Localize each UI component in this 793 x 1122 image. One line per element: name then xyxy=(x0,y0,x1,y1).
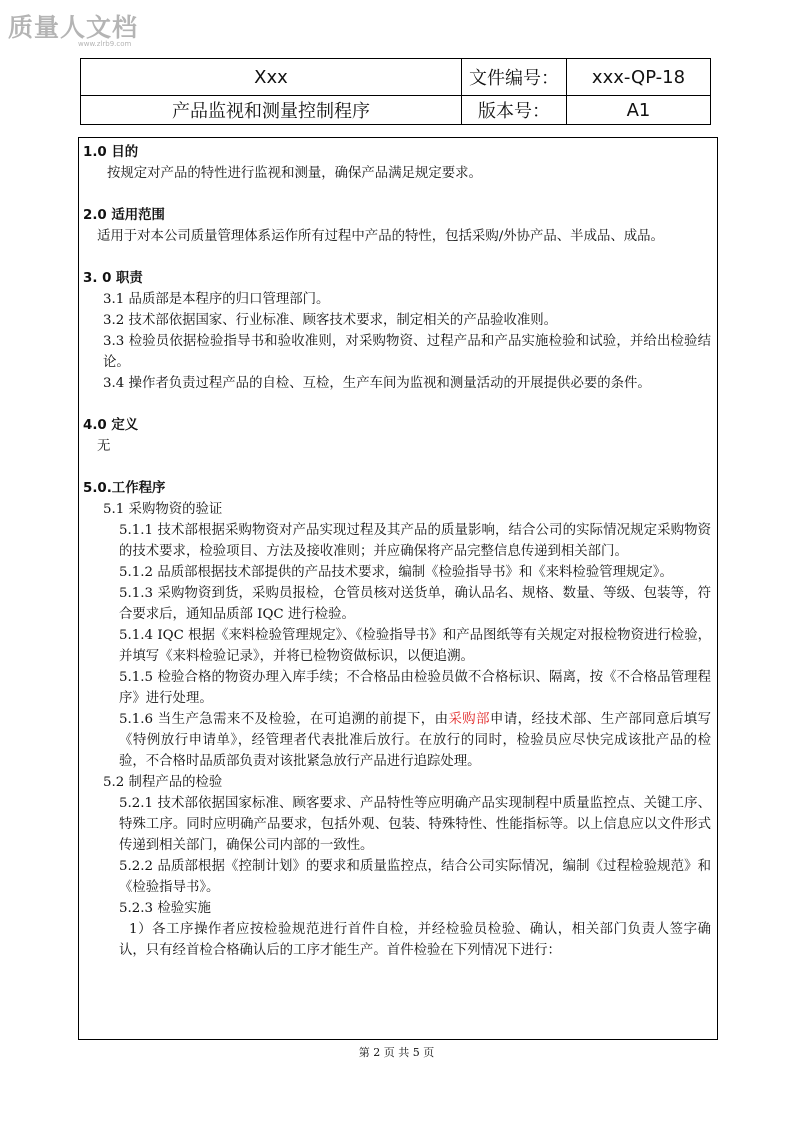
doc-no-label: 文件编号： xyxy=(462,59,567,96)
watermark-logo xyxy=(6,10,156,52)
page-number: 第 2 页 共 5 页 xyxy=(358,1046,435,1059)
para-5-1-4: 5.1.4 IQC 根据《来料检验管理规定》、《检验指导书》和产品图纸等有关规定对报检物资进行检验，并填写《来料检验记录》，并将已检物资做标识，以便追溯。 xyxy=(119,628,711,664)
document-header-table xyxy=(80,58,711,125)
para-5-2-3-title: 5.2.3 检验实施 xyxy=(119,901,211,916)
document-body xyxy=(78,137,718,1040)
version-label: 版本号： xyxy=(462,96,567,125)
section-3-item: 3.4 操作者负责过程产品的自检、互检，生产车间为监视和测量活动的开展提供必要的条件。 xyxy=(103,376,651,391)
section-3-item: 3.1 品质部是本程序的归口管理部门。 xyxy=(103,292,330,307)
section-4-body: 无 xyxy=(97,439,111,454)
doc-no-value: xxx-QP-18 xyxy=(567,59,711,96)
section-3-item: 3.2 技术部依据国家、行业标准、顾客技术要求，制定相关的产品验收准则。 xyxy=(103,313,558,328)
logo-url: www.zlrb9.com xyxy=(78,40,132,48)
para-5-1-6-text-b: 申请，经技术部、生产部同意后填写《特例放行申请单》，经管理者代表批准后放行。在放行的同时，检验员应尽快完成该批产品的检验，不合格时品质部负责对该批紧急放行产品进行追踪处理。 xyxy=(119,712,712,769)
section-1-title: 1.0 目的 xyxy=(83,145,139,160)
para-5-1-6 xyxy=(83,709,711,772)
para-5-1-5: 5.1.5 检验合格的物资办理入库手续；不合格品由检验员做不合格标识、隔离，按《不合格品管理程序》进行处理。 xyxy=(119,670,711,706)
company-name: Xxx xyxy=(81,59,462,96)
document-title: 产品监视和测量控制程序 xyxy=(81,96,462,125)
subsection-5-2-title: 5.2 制程产品的检验 xyxy=(103,775,223,790)
logo-text: 质量人文档 xyxy=(8,13,139,42)
para-5-1-1: 5.1.1 技术部根据采购物资对产品实现过程及其产品的质量影响，结合公司的实际情况规定采购物资的技术要求，检验项目、方法及接收准则；并应确保将产品完整信息传递到相关部门。 xyxy=(119,523,711,559)
para-5-1-6-text-a: 5.1.6 当生产急需来不及检验，在可追溯的前提下，由 xyxy=(119,712,449,727)
section-4-title: 4.0 定义 xyxy=(83,418,139,433)
section-5-title: 5.0.工作程序 xyxy=(83,481,166,496)
para-5-2-3-item-1: 1）各工序操作者应按检验规范进行首件自检，并经检验员检验、确认，相关部门负责人签字确认，只有经首检合格确认后的工序才能生产。首件检验在下列情况下进行： xyxy=(119,922,711,958)
para-5-1-3: 5.1.3 采购物资到货，采购员报检，仓管员核对送货单，确认品名、规格、数量、等级、包装等，符合要求后，通知品质部 IQC 进行检验。 xyxy=(119,586,711,622)
version-value: A1 xyxy=(567,96,711,125)
section-3-item: 3.3 检验员依据检验指导书和验收准则，对采购物资、过程产品和产品实施检验和试验，并给出检验结论。 xyxy=(103,334,711,370)
section-2-title: 2.0 适用范围 xyxy=(83,208,165,223)
subsection-5-1-title: 5.1 采购物资的验证 xyxy=(103,502,223,517)
para-5-2-2: 5.2.2 品质部根据《控制计划》的要求和质量监控点，结合公司实际情况，编制《过程检验规范》和《检验指导书》。 xyxy=(119,859,711,895)
para-5-2-1: 5.2.1 技术部依据国家标准、顾客要求、产品特性等应明确产品实现制程中质量监控点、关键工序、特殊工序。同时应明确产品要求，包括外观、包装、特殊特性、性能指标等。以上信息应以文件形式传递到相关部门，确保公司内部的一致性。 xyxy=(119,796,711,853)
highlight-purchasing-dept: 采购部 xyxy=(448,712,490,727)
para-5-1-2: 5.1.2 品质部根据技术部提供的产品技术要求，编制《检验指导书》和《来料检验管理规定》。 xyxy=(119,565,673,580)
section-3-title: 3. 0 职责 xyxy=(83,271,143,286)
section-2-body: 适用于对本公司质量管理体系运作所有过程中产品的特性，包括采购/外协产品、半成品、成品。 xyxy=(97,229,664,244)
section-1-body: 按规定对产品的特性进行监视和测量，确保产品满足规定要求。 xyxy=(107,166,482,181)
